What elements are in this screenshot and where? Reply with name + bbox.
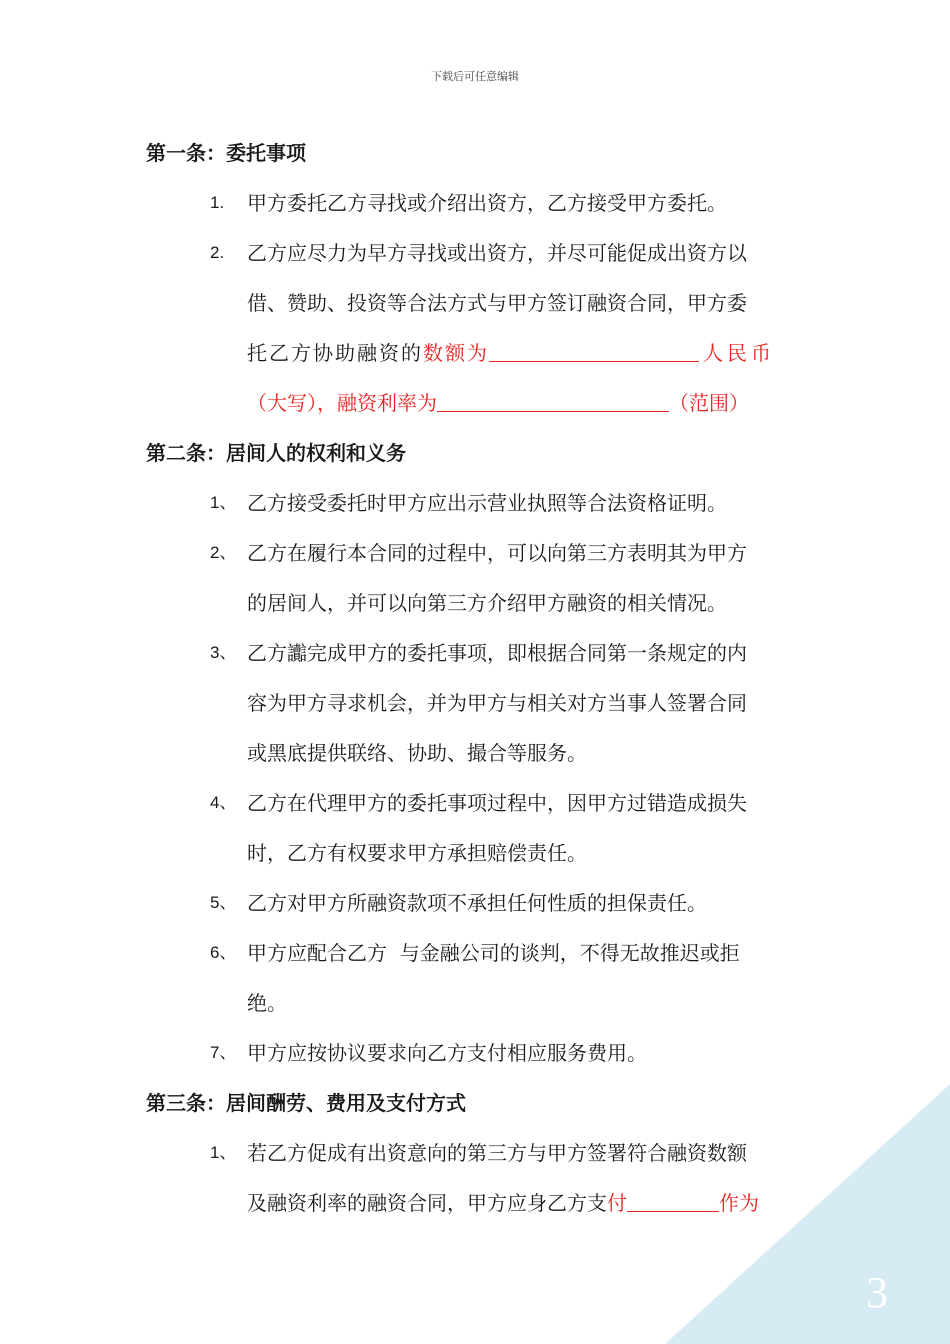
clause-line: 乙方在履行本合同的过程中，可以向第三方表明其为甲方 xyxy=(247,541,747,565)
clause-line: 乙方应尽力为早方寻找或出资方，并尽可能促成出资方以 xyxy=(247,241,747,265)
rate-blank[interactable] xyxy=(437,385,669,412)
fee-label: 付 xyxy=(607,1191,627,1215)
section-title-2: 第二条：居间人的权利和义务 xyxy=(146,441,406,465)
clause-line: 或黑底提供联络、协助、撮合等服务。 xyxy=(247,741,587,765)
clause-line: 甲方委托乙方寻找或介绍出资方，乙方接受甲方委托。 xyxy=(247,191,727,215)
clause-1-1 xyxy=(146,178,816,228)
clause-number: 3、 xyxy=(210,643,237,662)
fee-as-label: 作为 xyxy=(719,1191,759,1215)
range-label: （范围） xyxy=(669,391,749,415)
clause-line: 乙方讟完成甲方的委托事项，即根据合同第一条规定的内 xyxy=(247,641,747,665)
clause-line: 容为甲方寻求机会，并为甲方与相关对方当事人签署合同 xyxy=(247,691,747,715)
clause-line: 乙方接受委托时甲方应出示营业执照等合法资格证明。 xyxy=(247,491,727,515)
clause-2-5 xyxy=(146,878,816,928)
clause-line: 时，乙方有权要求甲方承担赔偿责任。 xyxy=(247,841,587,865)
clause-line-amount xyxy=(247,328,816,378)
clause-number: 4、 xyxy=(210,793,237,812)
clause-line-fee xyxy=(247,1178,816,1228)
page-header: 下载后可任意编辑 xyxy=(431,70,519,83)
clause-line: 的居间人，并可以向第三方介绍甲方融资的相关情况。 xyxy=(247,591,727,615)
clause-number: 2、 xyxy=(210,543,237,562)
fee-label-prefix: 及融资利率的融资合同，甲方应身乙方支 xyxy=(247,1191,607,1215)
amount-label-prefix: 托乙方协助融资的 xyxy=(247,341,423,365)
amount-blank[interactable] xyxy=(489,335,699,362)
section-title-3: 第三条：居间酬劳、费用及支付方式 xyxy=(146,1091,466,1115)
clause-line: 甲方应配合乙方 与金融公司的谈判，不得无故推迟或拒 xyxy=(247,941,740,965)
amount-label: 数额为 xyxy=(423,341,489,365)
clause-2-2 xyxy=(146,528,816,628)
clause-line: 甲方应按协议要求向乙方支付相应服务费用。 xyxy=(247,1041,647,1065)
fee-blank[interactable] xyxy=(627,1185,719,1212)
document-body xyxy=(146,128,816,1228)
clause-number: 1、 xyxy=(210,493,237,512)
clause-3-1 xyxy=(146,1128,816,1228)
clause-number: 1. xyxy=(210,193,225,212)
clause-number: 5、 xyxy=(210,893,237,912)
clause-line-rate xyxy=(247,378,816,428)
clause-line: 借、赞助、投资等合法方式与甲方签订融资合同，甲方委 xyxy=(247,291,747,315)
clause-line: 若乙方促成有出资意向的第三方与甲方签署符合融资数额 xyxy=(247,1141,747,1165)
clause-line: 乙方对甲方所融资款项不承担任何性质的担保责任。 xyxy=(247,891,707,915)
clause-number: 2. xyxy=(210,243,225,262)
clause-2-3 xyxy=(146,628,816,778)
clause-number: 6、 xyxy=(210,943,237,962)
clause-line: 乙方在代理甲方的委托事项过程中，因甲方过错造成损失 xyxy=(247,791,747,815)
clause-2-1 xyxy=(146,478,816,528)
clause-2-7 xyxy=(146,1028,816,1078)
clause-number: 7、 xyxy=(210,1043,237,1062)
rate-label: （大写），融资利率为 xyxy=(247,391,437,415)
clause-2-6 xyxy=(146,928,816,1028)
page-number: 3 xyxy=(866,1268,888,1317)
section-title-1: 第一条：委托事项 xyxy=(146,141,306,165)
currency-label: 人民币 xyxy=(703,341,775,365)
clause-number: 1、 xyxy=(210,1143,237,1162)
clause-line: 绝。 xyxy=(247,991,287,1015)
clause-2-4 xyxy=(146,778,816,878)
clause-1-2 xyxy=(146,228,816,428)
